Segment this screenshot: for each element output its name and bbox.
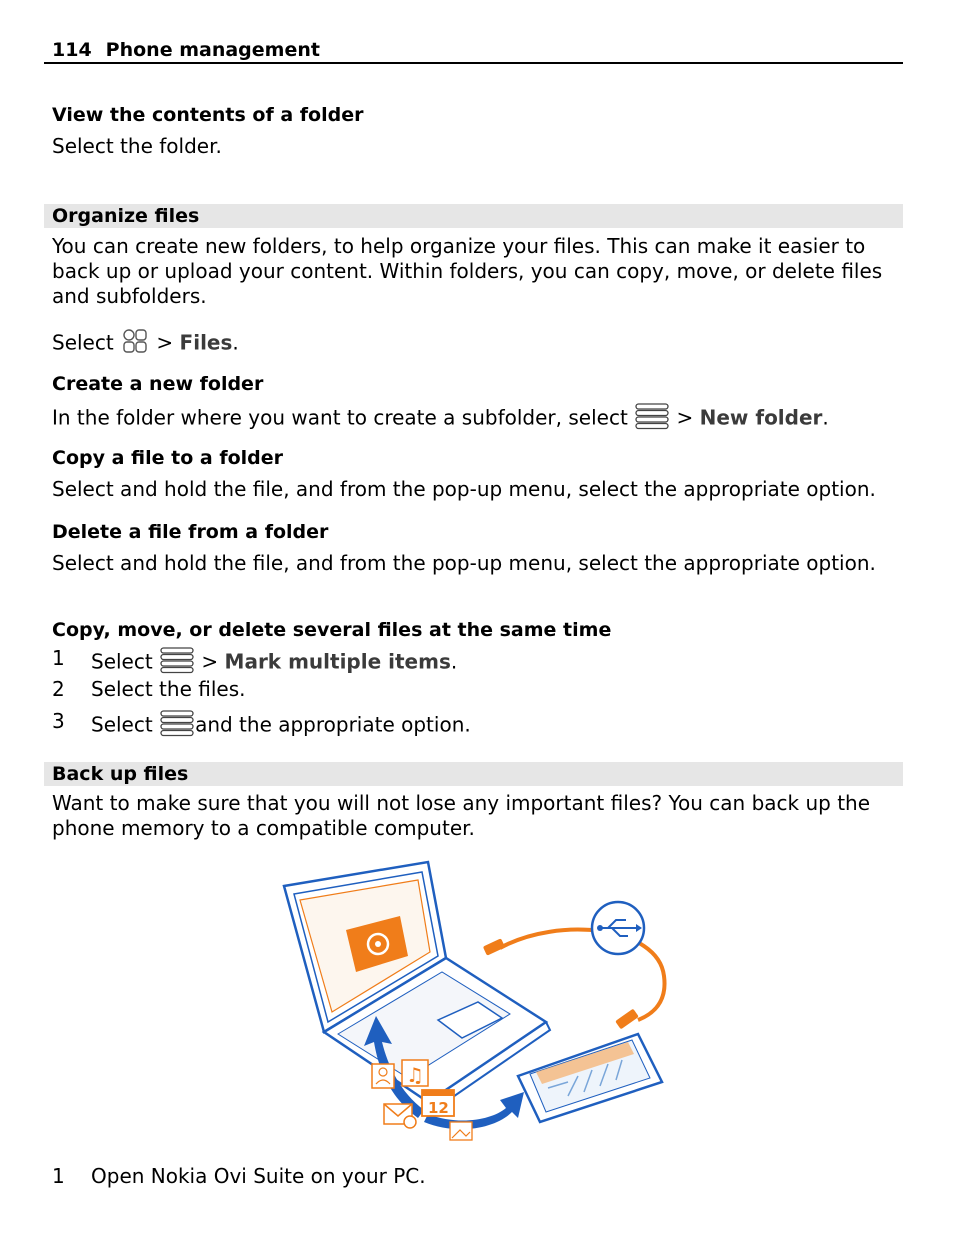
image-icon — [450, 1122, 472, 1140]
text-delete-file: Select and hold the file, and from the pop-up menu, select the appropriate option. — [52, 551, 876, 575]
text-backup-intro: Want to make sure that you will not lose any important files? You can back up the phone memory to a compatible computer. — [52, 791, 871, 840]
music-note-icon — [402, 1060, 428, 1087]
heading-create-folder: Create a new folder — [52, 373, 264, 395]
mark-multiple-option-label: Mark multiple items — [224, 649, 451, 674]
options-menu-icon — [159, 646, 195, 680]
backup-illustration — [278, 856, 670, 1144]
calendar-icon — [422, 1090, 454, 1117]
section-title-backup: Back up files — [52, 763, 189, 785]
text-create-folder: In the folder where you want to create a subfolder, select > New folder. — [52, 402, 902, 436]
svg-text:♫: ♫ — [406, 1063, 424, 1087]
text-view-contents: Select the folder. — [52, 134, 222, 158]
email-icon — [384, 1104, 416, 1128]
section-band-organize — [44, 204, 903, 228]
text-copy-file: Select and hold the file, and from the pop-up menu, select the appropriate option. — [52, 477, 876, 501]
contact-icon — [372, 1064, 394, 1088]
page-number: 114 — [52, 39, 92, 61]
running-header — [44, 38, 903, 64]
calendar-day-label: 12 — [428, 1099, 449, 1117]
options-menu-icon — [634, 402, 670, 436]
new-folder-option-label: New folder — [699, 405, 823, 430]
heading-delete-file: Delete a file from a folder — [52, 521, 329, 543]
line-select-files: Select > Files. — [52, 327, 902, 361]
phone-illustration — [518, 1034, 662, 1122]
heading-multi-files: Copy, move, or delete several files at the same time — [52, 619, 612, 641]
usb-icon — [592, 902, 644, 954]
manual-page: 114 Phone management View the contents of a folder Select the folder. Organize files You can create new folders, to help organize your files. This can make it easier to back up or upload your content. Within folders, you can copy, move, or delete files and subfolders. Select > Files. Create a new folder In the folder where you want to create a subfolder, select > New folder. Copy a file to a folder Select and hold the file, and from the pop-up menu, select the appropriate option. Delete a file from a folder Select and hold the file, and from the pop-up menu, select the appropriate option. Copy, move, or delete several files at the same time 1 Select > Mark multiple items. 2 Select the files. 3 Select and the appropriate option. Back up files Want to make sure that you will not lose any important files? You can back up the phone memory to a compatible computer. ♫ 12 1 Open Nokia Ovi Suite on your PC. — [0, 0, 954, 1258]
section-title-organize: Organize files — [52, 205, 200, 227]
heading-copy-file: Copy a file to a folder — [52, 447, 284, 469]
header-section-title: Phone management — [105, 39, 320, 61]
text-organize-intro: You can create new folders, to help organize your files. This can make it easier to back up or upload your content. Within folders, you can copy, move, or delete files and subfolders. — [52, 234, 883, 308]
options-menu-icon — [159, 709, 195, 743]
files-option-label: Files — [179, 330, 233, 355]
heading-view-contents: View the contents of a folder — [52, 104, 364, 126]
apps-menu-icon — [120, 327, 150, 361]
section-band-backup — [44, 762, 903, 786]
